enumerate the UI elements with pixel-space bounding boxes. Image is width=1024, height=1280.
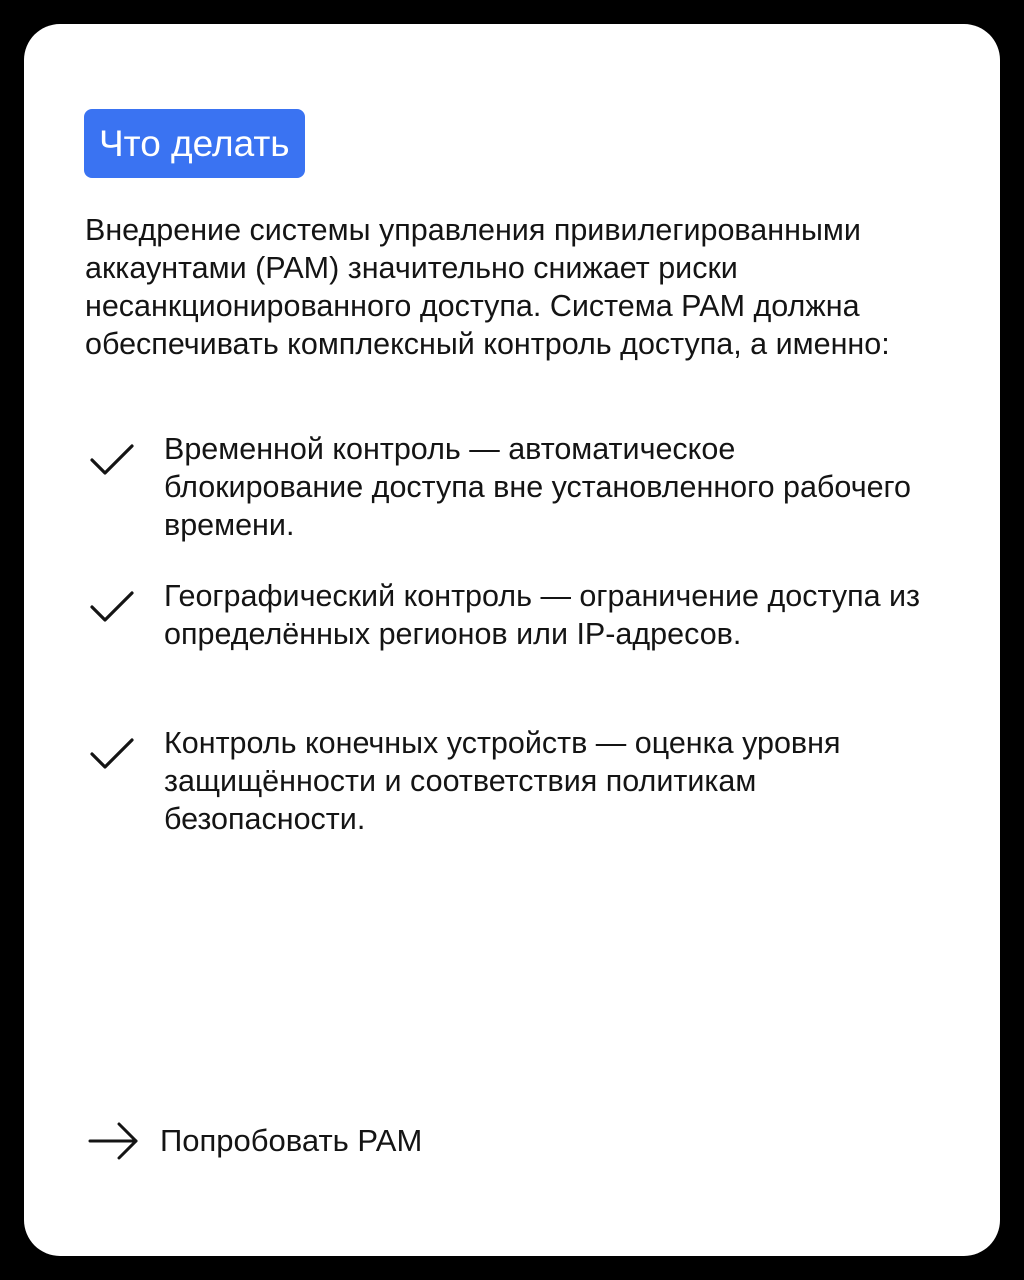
- checklist-item-text: Контроль конечных устройств — оценка уровня защищённости и соответствия политикам безопасности.: [164, 726, 841, 836]
- feature-checklist: [85, 430, 965, 871]
- checklist-item-text: Временной контроль — автоматическое блокирование доступа вне установленного рабочего времени.: [164, 432, 911, 542]
- checklist-item: [85, 577, 965, 724]
- check-icon: [88, 734, 138, 774]
- check-icon: [88, 587, 138, 627]
- try-pam-label: Попробовать PAM: [160, 1123, 423, 1158]
- checklist-item-text: Географический контроль — ограничение доступа из определённых регионов или IP-адресов.: [164, 579, 921, 651]
- try-pam-link[interactable]: [88, 1118, 422, 1164]
- content-card: [24, 24, 1000, 1256]
- check-icon: [88, 440, 138, 480]
- checklist-item: [85, 430, 965, 577]
- arrow-right-icon: [88, 1121, 140, 1161]
- checklist-item: [85, 724, 965, 871]
- section-tag: Что делать: [84, 109, 305, 178]
- intro-paragraph: Внедрение системы управления привилегированными аккаунтами (PAM) значительно снижает риски несанкционированного доступа. Система PAM должна обеспечивать комплексный контроль доступа, а именно:: [85, 213, 890, 361]
